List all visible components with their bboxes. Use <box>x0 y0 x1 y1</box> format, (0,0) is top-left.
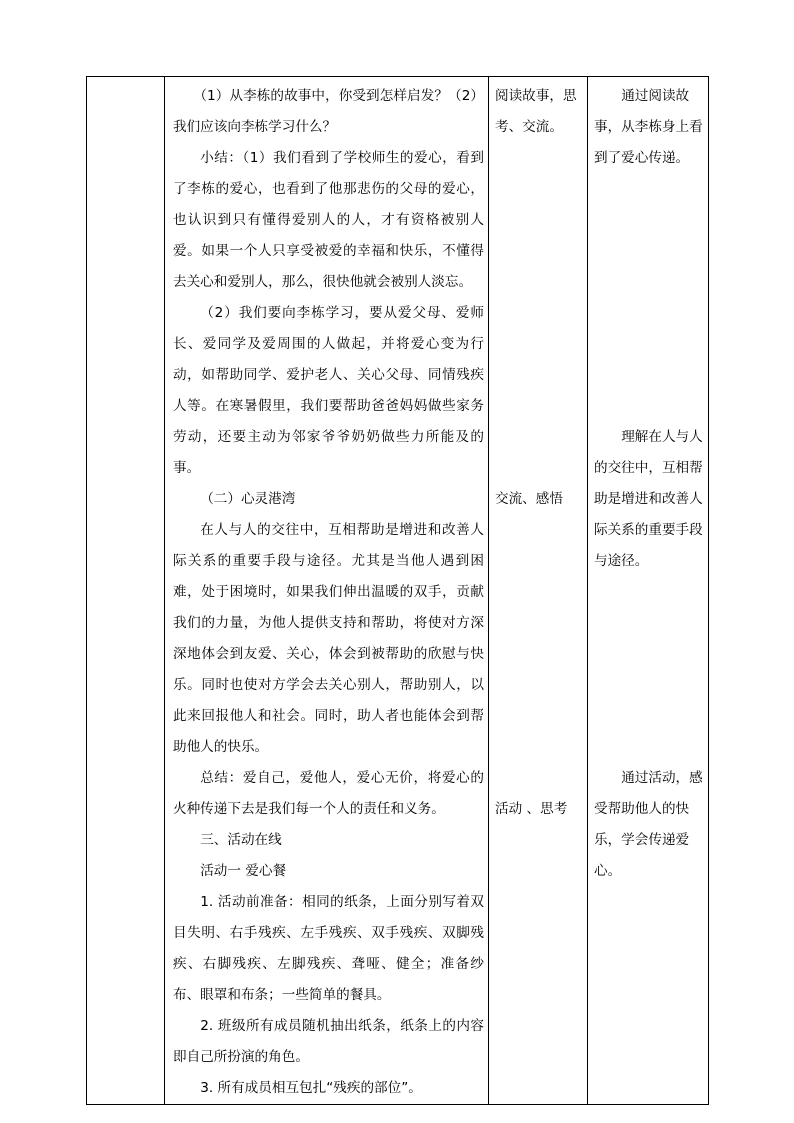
activity-step-1: 1. 活动前准备：相同的纸条，上面分别写着双目失明、右手残疾、左手残疾、双手残疾、双脚残疾、右脚残疾、左脚残疾、聋哑、健全；准备纱布、眼罩和布条；一些简单的餐具。 <box>173 894 484 1003</box>
student-activity-2: 交流、感悟 <box>495 491 563 507</box>
summary-one: 小结：（1）我们看到了学校师生的爱心，看到了李栋的爱心，也看到了他那悲伤的父母的爱心，也认识到只有懂得爱别人的人，才有资格被别人爱。如果一个人只享受被爱的幸福和快乐，不懂得去关心和爱别人，那么，很快他就会被别人淡忘。 <box>173 150 484 290</box>
summary-two: （2）我们要向李栋学习，要从爱父母、爱师长、爱同学及爱周围的人做起，并将爱心变为行动，如帮助同学、爱护老人、关心父母、同情残疾人等。在寒暑假里，我们要帮助爸爸妈妈做些家务劳动，还要主动为邻家爷爷奶奶做些力所能及的事。 <box>173 305 484 476</box>
student-activity-cell <box>489 77 588 1105</box>
student-activity-1: 阅读故事，思考、交流。 <box>495 88 577 135</box>
design-intent-3: 通过活动，感受帮助他人的快乐，学会传递爱心。 <box>594 770 703 879</box>
activity-step-3: 3. 所有成员相互包扎“残疾的部位”。 <box>200 1080 422 1096</box>
stage-cell <box>87 77 165 1105</box>
summary-three: 总结：爱自己，爱他人，爱心无价，将爱心的火种传递下去是我们每一个人的责任和义务。 <box>173 770 484 817</box>
table-row <box>87 77 709 1105</box>
design-intent-2: 理解在人与人的交往中，互相帮助是增进和改善人际关系的重要手段与途径。 <box>594 429 703 569</box>
design-intent-cell <box>588 77 709 1105</box>
section-two-title: （二）心灵港湾 <box>200 491 296 507</box>
section-two-body: 在人与人的交往中，互相帮助是增进和改善人际关系的重要手段与途径。尤其是当他人遇到困难，处于困境时，如果我们伸出温暖的双手，贡献我们的力量，为他人提供支持和帮助，将使对方深深地体会到友爱、关心，体会到被帮助的欣慰与快乐。同时也使对方学会去关心别人，帮助别人，以此来回报他人和社会。同时，助人者也能体会到帮助他人的快乐。 <box>173 522 484 755</box>
question-intro: （1）从李栋的故事中，你受到怎样启发？（2）我们应该向李栋学习什么？ <box>173 88 484 135</box>
activity-title: 活动一 爱心餐 <box>200 863 287 879</box>
teaching-content-cell <box>165 77 489 1105</box>
student-activity-3: 活动 、思考 <box>495 801 568 817</box>
lesson-plan-table <box>86 76 709 1105</box>
activity-step-2: 2. 班级所有成员随机抽出纸条，纸条上的内容即自己所扮演的角色。 <box>173 1018 484 1065</box>
design-intent-1: 通过阅读故事，从李栋身上看到了爱心传递。 <box>594 88 703 166</box>
section-three-title: 三、活动在线 <box>200 832 282 848</box>
